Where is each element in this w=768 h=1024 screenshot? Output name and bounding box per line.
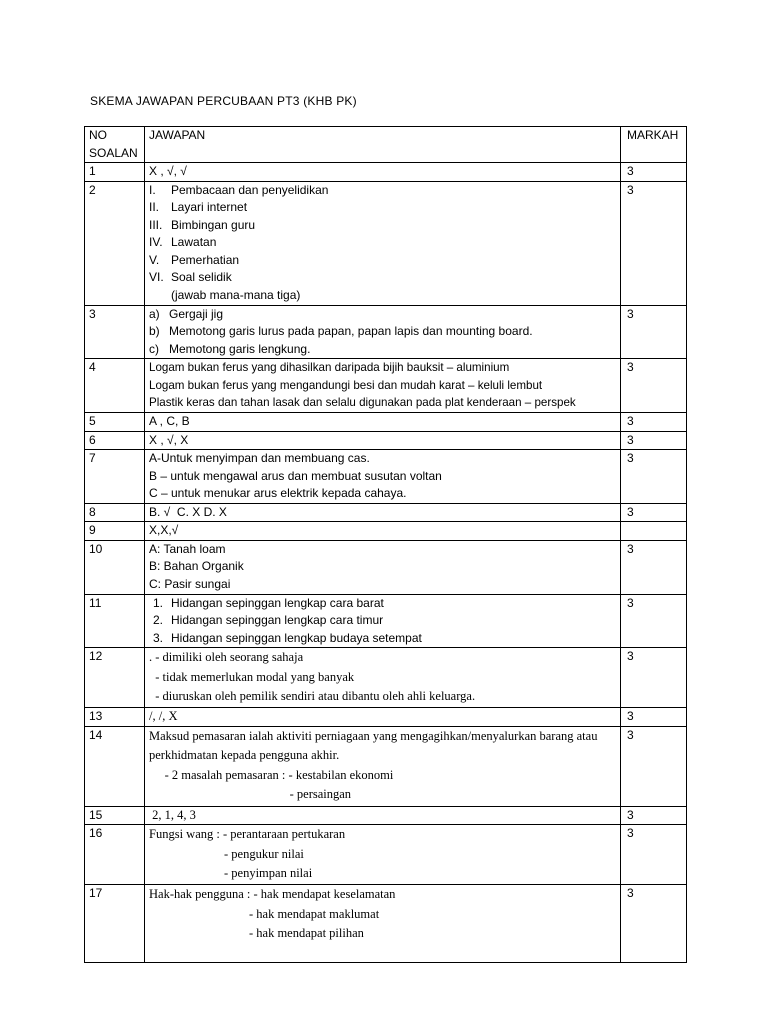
question-number: 7 <box>85 450 145 504</box>
answer-line <box>149 252 616 270</box>
header-no-soalan: NO SOALAN <box>85 127 145 163</box>
answer-text: Gergaji jig <box>169 306 224 321</box>
answer-cell <box>145 708 621 727</box>
question-number: 16 <box>85 825 145 885</box>
answer-text: Layari internet <box>171 200 248 214</box>
answer-text: Pemerhatian <box>171 252 240 267</box>
answer-line: Fungsi wang : - perantaraan pertukaran <box>149 827 346 841</box>
letter-marker: c) <box>149 341 159 356</box>
question-number: 4 <box>85 359 145 413</box>
answer-cell <box>145 806 621 825</box>
table-header-row <box>85 127 687 163</box>
table-row <box>85 648 687 708</box>
marks-cell: 3 <box>621 431 687 450</box>
question-number: 12 <box>85 648 145 708</box>
answer-cell <box>145 181 621 305</box>
answer-text: Lawatan <box>171 235 217 249</box>
marks-cell: 3 <box>621 708 687 727</box>
header-markah: MARKAH <box>621 127 687 163</box>
answer-cell <box>145 522 621 541</box>
answer-cell <box>145 885 621 963</box>
answer-line: B: Bahan Organik <box>149 559 244 573</box>
answer-cell <box>145 359 621 413</box>
answer-line: perkhidmatan kepada pengguna akhir. <box>149 748 340 762</box>
roman-numeral: I. <box>149 182 156 197</box>
answer-text: Hidangan sepinggan lengkap budaya setempat <box>171 630 422 645</box>
table-row <box>85 431 687 450</box>
answer-cell <box>145 503 621 522</box>
question-number: 2 <box>85 181 145 305</box>
list-number: 2. <box>153 613 164 627</box>
answer-line: Logam bukan ferus yang dihasilkan daripada bijih bauksit – aluminium <box>149 361 510 374</box>
answer-line: A-Untuk menyimpan dan membuang cas. <box>149 451 370 465</box>
answer-text: Bimbingan guru <box>171 217 256 232</box>
answer-cell <box>145 163 621 182</box>
marks-cell: 3 <box>621 359 687 413</box>
table-row <box>85 885 687 963</box>
answer-line <box>149 182 616 200</box>
answer-line: - persaingan <box>149 787 352 801</box>
marks-cell: 3 <box>621 413 687 432</box>
question-number: 8 <box>85 503 145 522</box>
answer-line: X , √, √ <box>149 164 187 178</box>
marks-cell: 3 <box>621 540 687 594</box>
table-row <box>85 305 687 359</box>
answer-cell <box>145 305 621 359</box>
answer-line: - tidak memerlukan modal yang banyak <box>149 669 355 684</box>
table-row <box>85 503 687 522</box>
answer-line: A , C, B <box>149 414 190 428</box>
question-number: 13 <box>85 708 145 727</box>
table-row <box>85 181 687 305</box>
roman-numeral: III. <box>149 217 163 232</box>
answer-line <box>149 612 616 630</box>
question-number: 5 <box>85 413 145 432</box>
answer-line <box>149 234 616 252</box>
answer-line: X , √, X <box>149 432 189 447</box>
answer-line: B. √ C. X D. X <box>149 504 227 519</box>
document-title: SKEMA JAWAPAN PERCUBAAN PT3 (KHB PK) <box>90 94 357 108</box>
answer-cell <box>145 825 621 885</box>
marks-cell: 3 <box>621 825 687 885</box>
question-number: 15 <box>85 806 145 825</box>
answer-line: - hak mendapat maklumat <box>149 906 380 921</box>
marks-cell: 3 <box>621 181 687 305</box>
table-row <box>85 359 687 413</box>
table-row <box>85 540 687 594</box>
letter-marker: b) <box>149 324 160 338</box>
table-row <box>85 450 687 504</box>
answer-line: Maksud pemasaran ialah aktiviti perniagaan yang mengagihkan/menyalurkan barang atau <box>149 728 598 743</box>
answer-cell <box>145 540 621 594</box>
question-number: 14 <box>85 726 145 806</box>
marks-cell: 3 <box>621 648 687 708</box>
table-row <box>85 163 687 182</box>
answer-line: - pengukur nilai <box>149 846 304 861</box>
answer-line: /, /, X <box>149 709 178 723</box>
question-number: 9 <box>85 522 145 541</box>
answer-text: Pembacaan dan penyelidikan <box>171 182 329 197</box>
answer-line <box>149 630 616 648</box>
answer-text: Memotong garis lengkung. <box>169 341 311 356</box>
answer-line: Hak-hak pengguna : - hak mendapat keselamatan <box>149 887 396 901</box>
marks-cell: 3 <box>621 503 687 522</box>
table-row <box>85 594 687 648</box>
answer-scheme-table <box>84 126 687 963</box>
answer-line <box>149 199 616 217</box>
marks-cell <box>621 522 687 541</box>
marks-cell: 3 <box>621 885 687 963</box>
answer-line: C: Pasir sungai <box>149 576 231 591</box>
answer-text: Hidangan sepinggan lengkap cara timur <box>171 613 384 627</box>
answer-line <box>149 323 616 341</box>
list-number: 1. <box>153 595 164 610</box>
answer-cell <box>145 431 621 450</box>
question-number: 3 <box>85 305 145 359</box>
answer-line: C – untuk menukar arus elektrik kepada cahaya. <box>149 486 407 500</box>
question-number: 6 <box>85 431 145 450</box>
table-row <box>85 806 687 825</box>
answer-line <box>149 217 616 235</box>
answer-line <box>149 341 616 359</box>
roman-numeral: V. <box>149 252 160 267</box>
letter-marker: a) <box>149 306 160 321</box>
marks-cell: 3 <box>621 450 687 504</box>
marks-cell: 3 <box>621 305 687 359</box>
answer-text: Memotong garis lurus pada papan, papan lapis dan mounting board. <box>169 324 533 338</box>
answer-note: (jawab mana-mana tiga) <box>171 287 301 302</box>
answer-line: Plastik keras dan tahan lasak dan selalu digunakan pada plat kenderaan – perspek <box>149 396 576 409</box>
answer-cell <box>145 726 621 806</box>
answer-cell <box>145 594 621 648</box>
table-row <box>85 708 687 727</box>
marks-cell: 3 <box>621 163 687 182</box>
answer-line: B – untuk mengawal arus dan membuat susutan voltan <box>149 468 442 483</box>
answer-cell <box>145 648 621 708</box>
answer-line: 2, 1, 4, 3 <box>149 807 196 822</box>
answer-line: Logam bukan ferus yang mengandungi besi dan mudah karat – keluli lembut <box>149 378 543 392</box>
answer-line: - hak mendapat pilihan <box>149 926 364 940</box>
table-row <box>85 726 687 806</box>
question-number: 17 <box>85 885 145 963</box>
answer-line: X,X,√ <box>149 523 179 537</box>
answer-line <box>149 269 616 287</box>
answer-line <box>149 306 616 324</box>
answer-line: - penyimpan nilai <box>149 866 313 880</box>
question-number: 10 <box>85 540 145 594</box>
answer-text: Soal selidik <box>171 270 232 284</box>
roman-numeral: II. <box>149 200 160 214</box>
marks-cell: 3 <box>621 594 687 648</box>
answer-cell <box>145 413 621 432</box>
table-row <box>85 522 687 541</box>
question-number: 11 <box>85 594 145 648</box>
question-number: 1 <box>85 163 145 182</box>
marks-cell: 3 <box>621 806 687 825</box>
list-number: 3. <box>153 630 164 645</box>
answer-cell <box>145 450 621 504</box>
answer-line: . - dimiliki oleh seorang sahaja <box>149 650 304 664</box>
roman-numeral: IV. <box>149 235 163 249</box>
table-row <box>85 413 687 432</box>
answer-line <box>149 595 616 613</box>
answer-line: - diuruskan oleh pemilik sendiri atau dibantu oleh ahli keluarga. <box>149 689 476 703</box>
answer-text: Hidangan sepinggan lengkap cara barat <box>171 595 384 610</box>
answer-line: A: Tanah loam <box>149 541 226 556</box>
marks-cell: 3 <box>621 726 687 806</box>
header-jawapan: JAWAPAN <box>145 127 621 163</box>
table-row <box>85 825 687 885</box>
answer-line: - 2 masalah pemasaran : - kestabilan ekonomi <box>149 767 394 782</box>
roman-numeral: VI. <box>149 270 164 284</box>
